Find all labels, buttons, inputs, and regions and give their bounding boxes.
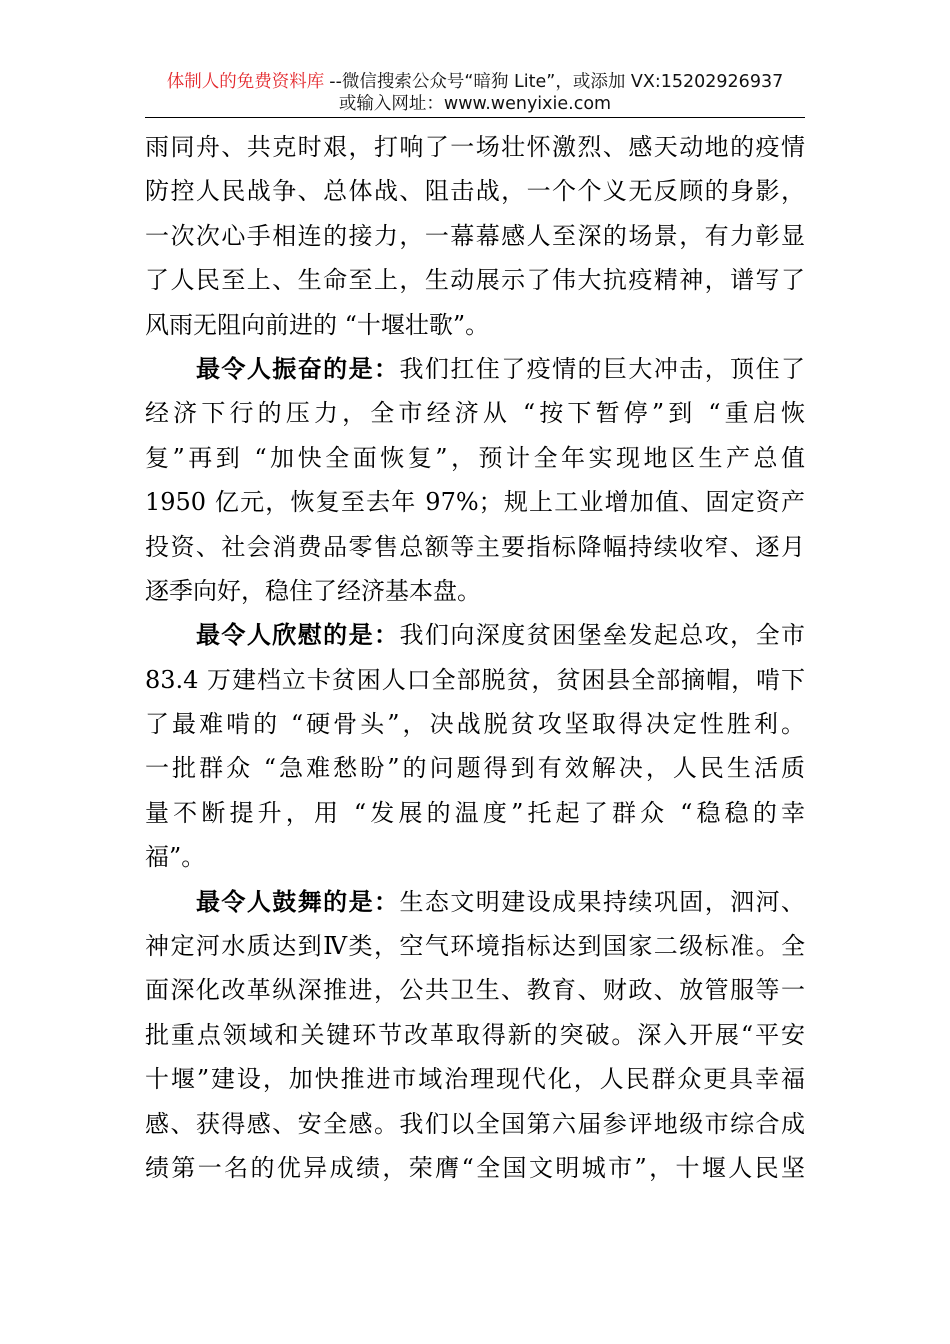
paragraph bbox=[145, 613, 805, 879]
body-line: 了人民至上、生命至上，生动展示了伟大抗疫精神，谱写了 bbox=[145, 266, 805, 295]
body-line-text: 生态文明建设成果持续巩固，泗河、 bbox=[399, 887, 806, 916]
document-header bbox=[0, 70, 950, 94]
body-line: 一次次心手相连的接力，一幕幕感人至深的场景，有力彰显 bbox=[145, 221, 805, 250]
body-line: 一批群众 “急难愁盼”的问题得到有效解决，人民生活质 bbox=[145, 754, 805, 783]
body-line: 1950 亿元，恢复至去年 97%；规上工业增加值、固定资产 bbox=[145, 488, 805, 517]
body-line: 逐季向好，稳住了经济基本盘。 bbox=[145, 576, 481, 605]
paragraph bbox=[145, 347, 805, 613]
paragraph bbox=[145, 880, 805, 1191]
body-line: 福”。 bbox=[145, 843, 206, 872]
contact-info: --微信搜索公众号“暗狗 Lite”，或添加 VX:15202926937 bbox=[329, 72, 784, 92]
body-line bbox=[145, 613, 805, 657]
body-line-text: 我们扛住了疫情的巨大冲击，顶住了 bbox=[399, 354, 806, 383]
paragraph bbox=[145, 125, 805, 347]
website-line: 或输入网址：www.wenyixie.com bbox=[338, 94, 612, 114]
body-line: 批重点领域和关键环节改革取得新的突破。深入开展“平安 bbox=[145, 1020, 805, 1049]
body-line: 量不断提升，用 “发展的温度”托起了群众 “稳稳的幸 bbox=[145, 798, 805, 827]
header-divider bbox=[145, 117, 805, 118]
body-line: 防控人民战争、总体战、阻击战，一个个义无反顾的身影， bbox=[145, 177, 805, 206]
body-line: 神定河水质达到Ⅳ类，空气环境指标达到国家二级标准。全 bbox=[145, 932, 805, 961]
body-line bbox=[145, 880, 805, 924]
paragraph-lead: 最令人振奋的是： bbox=[196, 354, 400, 383]
body-line: 经济下行的压力，全市经济从 “按下暂停”到 “重启恢 bbox=[145, 399, 805, 428]
body-line: 感、获得感、安全感。我们以全国第六届参评地级市综合成 bbox=[145, 1109, 805, 1138]
body-line: 面深化改革纵深推进，公共卫生、教育、财政、放管服等一 bbox=[145, 976, 805, 1005]
body-line: 雨同舟、共克时艰，打响了一场壮怀激烈、感天动地的疫情 bbox=[145, 133, 805, 161]
body-line: 风雨无阻向前进的 “十堰壮歌”。 bbox=[145, 310, 490, 339]
document-body bbox=[145, 125, 805, 1190]
body-line-text: 我们向深度贫困堡垒发起总攻，全市 bbox=[399, 621, 806, 650]
body-line: 十堰”建设，加快推进市域治理现代化，人民群众更具幸福 bbox=[145, 1065, 805, 1094]
paragraph-lead: 最令人欣慰的是： bbox=[196, 621, 400, 650]
body-line: 83.4 万建档立卡贫困人口全部脱贫，贫困县全部摘帽，啃下 bbox=[145, 665, 805, 694]
body-line: 复”再到 “加快全面恢复”，预计全年实现地区生产总值 bbox=[145, 443, 805, 472]
body-line: 了最难啃的 “硬骨头”，决战脱贫攻坚取得决定性胜利。 bbox=[145, 710, 805, 739]
paragraph-lead: 最令人鼓舞的是： bbox=[196, 887, 400, 916]
body-line bbox=[145, 347, 805, 391]
body-line: 绩第一名的优异成绩，荣膺“全国文明城市”，十堰人民坚 bbox=[145, 1153, 805, 1182]
brand-name: 体制人的免费资料库 bbox=[166, 72, 325, 92]
body-line: 投资、社会消费品零售总额等主要指标降幅持续收窄、逐月 bbox=[145, 532, 805, 561]
